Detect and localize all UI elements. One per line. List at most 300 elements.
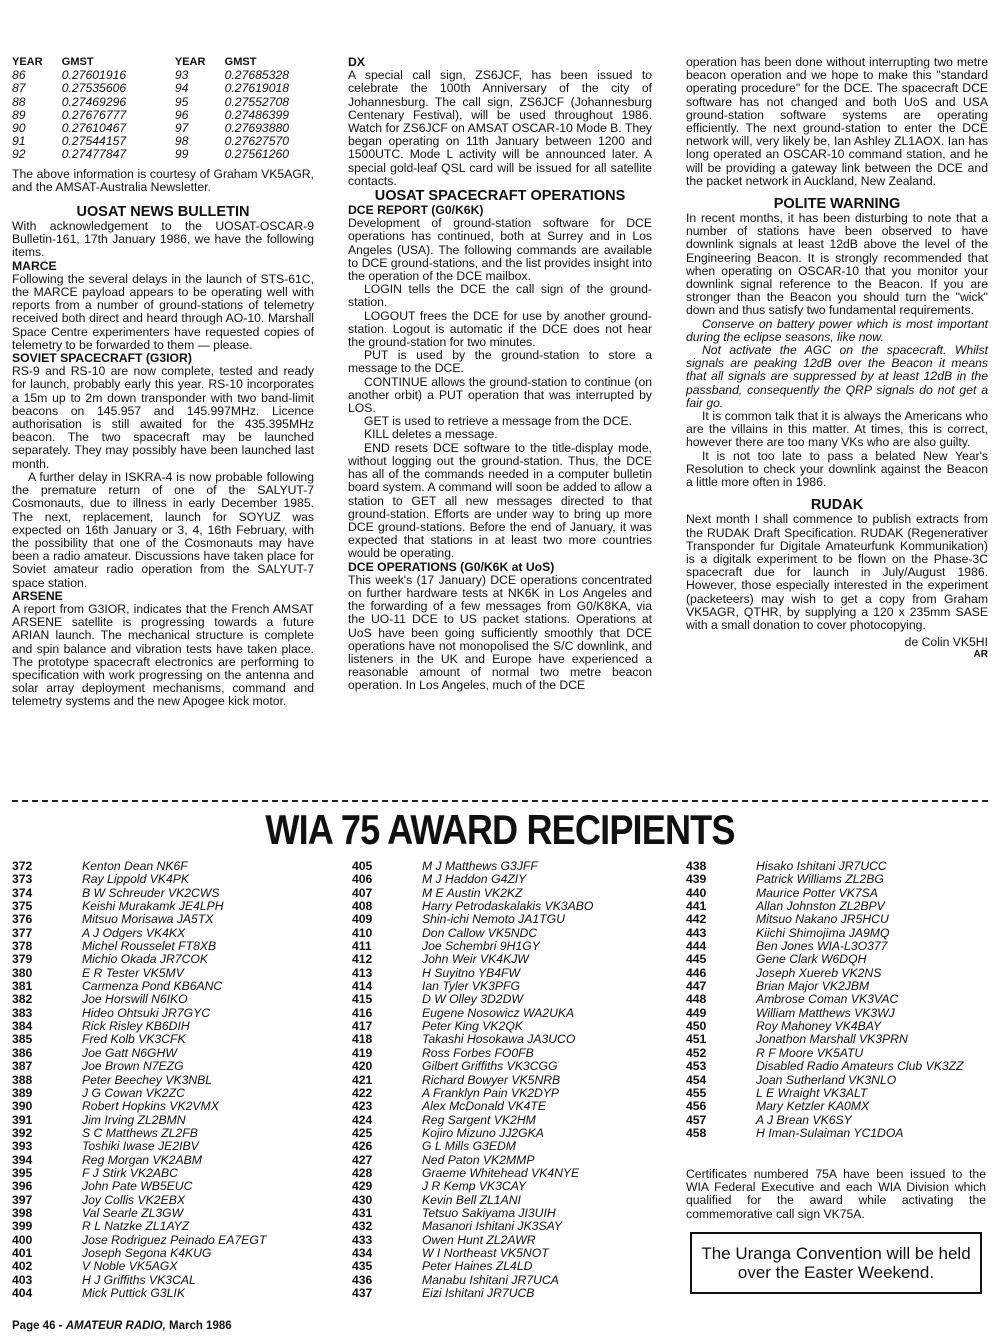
gmst-spacer bbox=[151, 135, 175, 148]
award-number: 395 bbox=[12, 1165, 33, 1180]
recipient-name: Roy Mahoney VK4BAY bbox=[756, 1019, 882, 1034]
award-number: 416 bbox=[352, 1005, 373, 1020]
gmst-year: 86 bbox=[12, 68, 26, 83]
recipient-row bbox=[352, 873, 672, 886]
recipient-row bbox=[352, 1114, 672, 1127]
recipient-row bbox=[352, 1033, 672, 1046]
recipient-name: Michio Okada JR7COK bbox=[82, 952, 208, 967]
award-number: 401 bbox=[12, 1245, 33, 1260]
recipient-name: Val Searle ZL3GW bbox=[82, 1205, 184, 1220]
gmst-year: 91 bbox=[12, 134, 26, 149]
polite-warning-text: Conserve on battery power which is most important during the eclipse seasons, like now. bbox=[686, 316, 988, 344]
recipient-row bbox=[12, 1274, 332, 1287]
recipient-row bbox=[352, 1220, 672, 1233]
recipient-row bbox=[352, 940, 672, 953]
award-number: 421 bbox=[352, 1072, 373, 1087]
gmst-value: 0.27610467 bbox=[61, 121, 127, 136]
recipient-name: Joe Horswill N6IKO bbox=[82, 992, 188, 1007]
award-number: 422 bbox=[352, 1085, 373, 1100]
recipient-name: Richard Bowyer VK5NRB bbox=[422, 1072, 561, 1087]
recipient-name: John Pate WB5EUC bbox=[82, 1179, 193, 1194]
recipient-name: Jonathon Marshall VK3PRN bbox=[756, 1032, 908, 1047]
recipient-name: Ambrose Coman VK3VAC bbox=[756, 992, 899, 1007]
award-number: 404 bbox=[12, 1286, 33, 1300]
recipient-row bbox=[686, 1047, 988, 1060]
award-number: 439 bbox=[686, 872, 707, 887]
recipient-row bbox=[352, 1207, 672, 1220]
gmst-header: YEAR bbox=[174, 56, 206, 68]
award-number: 419 bbox=[352, 1045, 373, 1060]
gmst-year: 93 bbox=[174, 68, 189, 83]
recipient-row bbox=[352, 900, 672, 913]
dce-ops-heading: DCE OPERATIONS (G0/K6K at UoS) bbox=[348, 559, 555, 574]
award-number: 417 bbox=[352, 1019, 373, 1034]
award-number: 385 bbox=[12, 1032, 33, 1047]
recipient-row bbox=[352, 1234, 672, 1247]
award-number: 390 bbox=[12, 1099, 33, 1114]
award-number: 400 bbox=[12, 1232, 33, 1247]
recipient-name: B W Schreuder VK2CWS bbox=[82, 885, 220, 900]
recipient-row bbox=[12, 993, 332, 1006]
marce-heading: MARCE bbox=[12, 258, 57, 273]
award-number: 391 bbox=[12, 1112, 33, 1127]
award-number: 387 bbox=[12, 1059, 33, 1074]
award-number: 446 bbox=[686, 965, 707, 980]
recipient-row bbox=[352, 887, 672, 900]
recipient-name: Ian Tyler VK3PFG bbox=[422, 979, 520, 994]
recipient-name: Tetsuo Sakiyama JI3UIH bbox=[422, 1205, 556, 1220]
award-number: 457 bbox=[686, 1112, 707, 1127]
recipient-row bbox=[686, 1100, 988, 1113]
award-number: 427 bbox=[352, 1152, 373, 1167]
gmst-spacer bbox=[151, 148, 175, 161]
award-number: 456 bbox=[686, 1099, 707, 1114]
award-number: 392 bbox=[12, 1125, 33, 1140]
award-number: 451 bbox=[686, 1032, 707, 1047]
recipient-row bbox=[12, 1247, 332, 1260]
gmst-spacer bbox=[151, 56, 175, 69]
recipient-name: Ned Paton VK2MMP bbox=[422, 1152, 535, 1167]
recipient-row bbox=[686, 1020, 988, 1033]
recipient-name: Gilbert Griffiths VK3CGG bbox=[422, 1059, 558, 1074]
award-number: 405 bbox=[352, 859, 373, 873]
recipient-row bbox=[352, 1194, 672, 1207]
recipient-name: L E Wraight VK3ALT bbox=[756, 1085, 868, 1100]
award-number: 413 bbox=[352, 965, 373, 980]
recipient-name: R L Natzke ZL1AYZ bbox=[82, 1219, 190, 1234]
recipient-row bbox=[12, 873, 332, 886]
recipient-name: A J Odgers VK4KX bbox=[82, 925, 186, 940]
recipient-row bbox=[352, 1100, 672, 1113]
gmst-year: 99 bbox=[174, 147, 189, 162]
gmst-value: 0.27486399 bbox=[224, 107, 290, 122]
recipient-row bbox=[12, 1007, 332, 1020]
award-number: 438 bbox=[686, 859, 707, 873]
award-number: 428 bbox=[352, 1165, 373, 1180]
wia-award-title: WIA 75 AWARD RECIPIENTS bbox=[265, 806, 735, 853]
section-divider bbox=[12, 800, 988, 802]
recipients-column-2 bbox=[352, 860, 672, 1300]
award-number: 388 bbox=[12, 1072, 33, 1087]
recipient-name: Peter King VK2QK bbox=[422, 1019, 523, 1034]
recipient-name: Robert Hopkins VK2VMX bbox=[82, 1099, 219, 1114]
recipient-name: Hideo Ohtsuki JR7GYC bbox=[82, 1005, 211, 1020]
recipient-name: Shin-ichi Nemoto JA1TGU bbox=[422, 912, 565, 927]
recipient-name: Joe Brown N7EZG bbox=[82, 1059, 184, 1074]
recipient-name: Peter Haines ZL4LD bbox=[422, 1259, 533, 1274]
column-1 bbox=[12, 56, 314, 709]
award-number: 411 bbox=[352, 939, 372, 954]
gmst-row bbox=[12, 148, 314, 161]
recipient-name: F J Stirk VK2ABC bbox=[82, 1165, 178, 1180]
award-number: 444 bbox=[686, 939, 707, 954]
award-number: 377 bbox=[12, 925, 33, 940]
gmst-year: 96 bbox=[174, 107, 189, 122]
recipient-row bbox=[352, 1180, 672, 1193]
soviet-text: RS-9 and RS-10 are now complete, tested and ready for launch, probably early this year. RS-10 incorporates a 15m up to 2m down transponder with two band-limit beacons on 145.957 and 145.997MHz. Licence authorisation is still awaited for the 435.395MHz beacon. The two spacecraft may be launched separately. They may possibly have been launched last month. bbox=[12, 364, 314, 471]
polite-warning-text: In recent months, it has been disturbing to note that a number of stations have been observed to have downlink signals at least 12dB above the level of the Engineering Beacon. It is strongly recommended that when operating on OSCAR-10 that you monitor your downlink signal reference to the Beacon. If you are stronger than the Beacon you should turn the "wick" down and thus satisfy two fundamental requirements. bbox=[686, 211, 988, 318]
recipient-name: S C Matthews ZL2FB bbox=[82, 1125, 198, 1140]
recipient-name: Carmenza Pond KB6ANC bbox=[82, 979, 223, 994]
recipient-name: Ray Lippold VK4PK bbox=[82, 872, 190, 887]
recipient-name: Masanori Ishitani JK3SAY bbox=[422, 1219, 562, 1234]
recipient-name: J R Kemp VK3CAY bbox=[422, 1179, 527, 1194]
award-number: 431 bbox=[352, 1205, 373, 1220]
polite-warning-text: It is not too late to pass a belated New Year's Resolution to check your downlink against the Beacon a little more often in 1986. bbox=[686, 448, 988, 490]
dce-report-text: Development of ground-station software for DCE operations has continued, both at Surrey and in Los Angeles (USA). The following commands are available to DCE ground-stations, and the list provides insight into the operation of the DCE mailbox. bbox=[348, 216, 652, 284]
award-number: 374 bbox=[12, 885, 33, 900]
recipient-name: Manabu Ishitani JR7UCA bbox=[422, 1272, 559, 1287]
gmst-value: 0.27619018 bbox=[224, 81, 290, 96]
recipient-row bbox=[352, 1274, 672, 1287]
arsene-heading: ARSENE bbox=[12, 588, 63, 603]
award-number: 396 bbox=[12, 1179, 33, 1194]
recipient-name: Eizi Ishitani JR7UCB bbox=[422, 1286, 535, 1300]
award-number: 441 bbox=[686, 899, 707, 914]
recipient-name: Toshiki Iwase JE2IBV bbox=[82, 1139, 199, 1154]
recipient-row bbox=[352, 953, 672, 966]
award-number: 433 bbox=[352, 1232, 373, 1247]
recipient-name: Kenton Dean NK6F bbox=[82, 859, 188, 873]
gmst-value: 0.27676777 bbox=[61, 107, 127, 122]
dx-heading: DX bbox=[348, 55, 365, 69]
recipient-row bbox=[352, 1060, 672, 1073]
recipient-row bbox=[686, 967, 988, 980]
recipient-row bbox=[12, 980, 332, 993]
page-footer bbox=[12, 1320, 232, 1332]
recipients-column-3 bbox=[686, 860, 988, 1140]
award-number: 430 bbox=[352, 1192, 373, 1207]
recipient-row bbox=[352, 1047, 672, 1060]
award-number: 397 bbox=[12, 1192, 33, 1207]
soviet-text: A further delay in ISKRA-4 is now probable following the premature return of one of the SALYUT-7 Cosmonauts, due to illness in early December 1985. The next, replacement, launch for SOYUZ was expected on 16th January or 3, 4, 16th February, with the possibility that one of the Cosmonauts may have been a radio amateur. Discussions have taken place for Soviet amateur radio operation from the SALYUT-7 space station. bbox=[12, 469, 314, 590]
recipient-row bbox=[12, 1127, 332, 1140]
recipient-name: Reg Sargent VK2HM bbox=[422, 1112, 536, 1127]
recipient-row bbox=[686, 913, 988, 926]
issue-date: March 1986 bbox=[165, 1320, 232, 1332]
recipient-row bbox=[686, 900, 988, 913]
recipients-column-1 bbox=[12, 860, 332, 1300]
award-number: 449 bbox=[686, 1005, 707, 1020]
gmst-value: 0.27561260 bbox=[224, 147, 290, 162]
award-number: 432 bbox=[352, 1219, 373, 1234]
recipient-name: Gene Clark W6DQH bbox=[756, 952, 867, 967]
dce-report-heading: DCE REPORT (G0/K6K) bbox=[348, 203, 484, 218]
recipient-name: Brian Major VK2JBM bbox=[756, 979, 870, 994]
spacecraft-ops-heading: UOSAT SPACECRAFT OPERATIONS bbox=[374, 188, 626, 205]
logout-command: LOGOUT frees the DCE for use by another ground-station. Logout is automatic if the DCE does not hear the ground-station for two minutes. bbox=[348, 308, 652, 350]
recipient-row bbox=[686, 940, 988, 953]
award-number: 420 bbox=[352, 1059, 373, 1074]
recipient-row bbox=[352, 980, 672, 993]
recipient-row bbox=[12, 1140, 332, 1153]
award-number: 379 bbox=[12, 952, 33, 967]
uosat-intro: With acknowledgement to the UOSAT-OSCAR-9 Bulletin-161, 17th January 1986, we have the following items. bbox=[12, 219, 314, 260]
recipient-row bbox=[352, 1167, 672, 1180]
kill-command: KILL deletes a message. bbox=[364, 427, 498, 442]
recipient-name: Joseph Segona K4KUG bbox=[82, 1245, 212, 1260]
recipient-name: E R Tester VK5MV bbox=[82, 965, 184, 980]
recipient-name: Joan Sutherland VK3NLO bbox=[756, 1072, 897, 1087]
award-number: 443 bbox=[686, 925, 707, 940]
recipient-row bbox=[12, 1220, 332, 1233]
recipient-row bbox=[352, 993, 672, 1006]
recipient-name: Kevin Bell ZL1ANI bbox=[422, 1192, 521, 1207]
recipient-name: Joe Schembri 9H1GY bbox=[422, 939, 540, 954]
recipient-name: Hisako Ishitani JR7UCC bbox=[756, 859, 887, 873]
recipient-row bbox=[686, 1074, 988, 1087]
gmst-spacer bbox=[151, 69, 175, 82]
recipient-name: H Iman-Sulaiman YC1DOA bbox=[756, 1125, 904, 1140]
award-number: 434 bbox=[352, 1245, 373, 1260]
award-number: 402 bbox=[12, 1259, 33, 1274]
award-number: 423 bbox=[352, 1099, 373, 1114]
polite-warning-text: It is common talk that it is always the Americans who are the villains in this matter. At times, this is correct, however there are too many VKs who are also guilty. bbox=[686, 409, 988, 450]
award-number: 398 bbox=[12, 1205, 33, 1220]
recipient-name: W I Northeast VK5NOT bbox=[422, 1245, 549, 1260]
recipient-name: R F Moore VK5ATU bbox=[756, 1045, 864, 1060]
award-number: 448 bbox=[686, 992, 707, 1007]
gmst-table bbox=[12, 56, 314, 162]
recipient-row bbox=[12, 967, 332, 980]
recipient-name: Takashi Hosokawa JA3UCO bbox=[422, 1032, 576, 1047]
gmst-spacer bbox=[151, 109, 175, 122]
award-number: 383 bbox=[12, 1005, 33, 1020]
award-number: 393 bbox=[12, 1139, 33, 1154]
recipient-row bbox=[686, 1127, 988, 1140]
gmst-value: 0.27627570 bbox=[224, 134, 290, 149]
dx-text: A special call sign, ZS6JCF, has been issued to celebrate the 100th Anniversary of the city of Johannesburg. The call sign, ZS6JCF (Johannesburg Centenary Festival), will be used throughout 1986. Watch for ZS6JCF on AMSAT OSCAR-10 Mode B. They began operating on 11th January between 1200 and 1500UTC. Mode L activity will be announced later. A special gold-leaf QSL card will be issued for all satellite contacts. bbox=[348, 68, 652, 188]
gmst-row bbox=[12, 82, 314, 95]
recipient-row bbox=[686, 1087, 988, 1100]
award-number: 394 bbox=[12, 1152, 33, 1167]
award-number: 409 bbox=[352, 912, 373, 927]
courtesy-note: The above information is courtesy of Graham VK5AGR, and the AMSAT-Australia Newsletter. bbox=[12, 166, 314, 194]
recipient-row bbox=[12, 1260, 332, 1273]
recipient-name: D W Olley 3D2DW bbox=[422, 992, 523, 1007]
gmst-header: YEAR bbox=[12, 56, 43, 68]
recipient-name: Owen Hunt ZL2AWR bbox=[422, 1232, 536, 1247]
recipient-row bbox=[352, 1020, 672, 1033]
award-number: 436 bbox=[352, 1272, 373, 1287]
recipient-name: Rick Risley KB6DIH bbox=[82, 1019, 190, 1034]
recipient-row bbox=[352, 967, 672, 980]
award-number: 450 bbox=[686, 1019, 707, 1034]
recipient-name: William Matthews VK3WJ bbox=[756, 1005, 895, 1020]
gmst-value: 0.27552708 bbox=[224, 94, 290, 109]
award-number: 389 bbox=[12, 1085, 33, 1100]
soviet-heading: SOVIET SPACECRAFT (G3IOR) bbox=[12, 351, 192, 366]
recipient-row bbox=[12, 1047, 332, 1060]
award-number: 435 bbox=[352, 1259, 373, 1274]
recipient-name: Ben Jones WIA-L3O377 bbox=[756, 939, 888, 954]
award-number: 382 bbox=[12, 992, 33, 1007]
recipient-row bbox=[686, 873, 988, 886]
continue-command: CONTINUE allows the ground-station to continue (on another orbit) a PUT operation that was interrupted by LOS. bbox=[348, 374, 652, 416]
put-command: PUT is used by the ground-station to store a message to the DCE. bbox=[348, 348, 652, 376]
gmst-row bbox=[12, 96, 314, 109]
recipient-name: Joe Gatt N6GHW bbox=[82, 1045, 177, 1060]
recipient-row bbox=[12, 940, 332, 953]
recipient-name: M J Matthews G3JFF bbox=[422, 859, 538, 873]
award-number: 424 bbox=[352, 1112, 373, 1127]
recipient-row bbox=[12, 913, 332, 926]
recipient-row bbox=[686, 1033, 988, 1046]
award-number: 425 bbox=[352, 1125, 373, 1140]
uranga-convention-box bbox=[690, 1232, 982, 1294]
login-command: LOGIN tells the DCE the call sign of the ground-station. bbox=[348, 282, 652, 310]
gmst-spacer bbox=[151, 96, 175, 109]
award-number: 410 bbox=[352, 925, 373, 940]
recipient-name: Mitsuo Morisawa JA5TX bbox=[82, 912, 214, 927]
recipient-row bbox=[686, 887, 988, 900]
recipient-row bbox=[686, 1007, 988, 1020]
end-command: END resets DCE software to the title-display mode, without logging out the ground-station. Thus, the DCE has all of the commands needed in a computer bulletin board system. A command will soon be added to allow a station to GET all new messages directed to that ground-station. Efforts are under way to bring up more DCE ground-stations. Before the end of January, it was expected that stations in at least two more countries would be operating. bbox=[348, 440, 652, 561]
gmst-header: GMST bbox=[61, 56, 94, 68]
award-number: 408 bbox=[352, 899, 373, 914]
signoff: de Colin VK5HI bbox=[904, 635, 988, 650]
recipient-row bbox=[12, 1033, 332, 1046]
recipient-name: Harry Petrodaskalakis VK3ABO bbox=[422, 899, 594, 914]
award-number: 453 bbox=[686, 1059, 707, 1074]
gmst-year: 88 bbox=[12, 94, 26, 109]
recipient-name: Alex McDonald VK4TE bbox=[422, 1099, 546, 1114]
recipient-row bbox=[12, 900, 332, 913]
gmst-year: 90 bbox=[12, 121, 26, 136]
award-number: 386 bbox=[12, 1045, 33, 1060]
recipient-row bbox=[12, 1180, 332, 1193]
recipient-name: V Noble VK5AGX bbox=[82, 1259, 178, 1274]
recipient-row bbox=[12, 1207, 332, 1220]
award-number: 407 bbox=[352, 885, 373, 900]
recipient-row bbox=[352, 1007, 672, 1020]
recipient-name: Graeme Whitehead VK4NYE bbox=[422, 1165, 580, 1180]
recipient-name: Jim Irving ZL2BMN bbox=[82, 1112, 186, 1127]
marce-text: Following the several delays in the launch of STS-61C, the MARCE payload appears to be operating well with reports from a number of ground-stations of telemetry received both direct and heard through AO-10. Marshall Space Centre experimenters have requested copies of telemetry to be forwarded to them — please. bbox=[12, 271, 314, 352]
recipient-row bbox=[352, 1247, 672, 1260]
gmst-value: 0.27685328 bbox=[224, 68, 290, 83]
recipient-name: H Suyitno YB4FW bbox=[422, 965, 520, 980]
recipient-name: Eugene Nosowicz WA2UKA bbox=[422, 1005, 575, 1020]
recipient-row bbox=[686, 860, 988, 873]
award-number: 380 bbox=[12, 965, 33, 980]
gmst-year: 98 bbox=[174, 134, 189, 149]
award-number: 403 bbox=[12, 1272, 33, 1287]
recipient-name: Kiichi Shimojima JA9MQ bbox=[756, 925, 890, 940]
gmst-value: 0.27693880 bbox=[224, 121, 290, 136]
recipient-row bbox=[686, 1060, 988, 1073]
gmst-header: GMST bbox=[224, 56, 257, 68]
recipient-row bbox=[686, 927, 988, 940]
recipient-row bbox=[352, 1287, 672, 1300]
dce-ops-text: This week's (17 January) DCE operations concentrated on further hardware tests at NK6K in Los Angeles and the forwarding of a few messages from G0/K8KA, via the UO-11 DCE to US packet stations. Operations at UoS have been going sufficiently smoothly that DCE operations have not monopolised the S/C downlink, and listeners in the UK and Europe have experienced a reasonable amount of normal two metre beacon operation. In Los Angeles, much of the DCE bbox=[348, 572, 652, 693]
recipient-row bbox=[12, 1087, 332, 1100]
recipient-row bbox=[352, 1074, 672, 1087]
award-number: 445 bbox=[686, 952, 707, 967]
dce-ops-continued: operation has been done without interrupting two metre beacon operation and we hope to make this "standard operating procedure" for the DCE. The spacecraft DCE software has not changed and both UoS and USA ground-station software systems are operating efficiently. The next ground-station to enter the DCE network will, very likely be, Ian Ashley ZL1AOX. Ian has long operated an OSCAR-10 command station, and he will be providing a gateway link between the DCE and the packet network in Auckland, New Zealand. bbox=[686, 55, 988, 188]
recipient-name: Maurice Potter VK7SA bbox=[756, 885, 878, 900]
award-number: 384 bbox=[12, 1019, 33, 1034]
recipient-row bbox=[686, 1114, 988, 1127]
award-number: 378 bbox=[12, 939, 33, 954]
recipient-row bbox=[12, 1114, 332, 1127]
award-number: 406 bbox=[352, 872, 373, 887]
award-number: 440 bbox=[686, 885, 707, 900]
gmst-year: 87 bbox=[12, 81, 26, 96]
award-number: 375 bbox=[12, 899, 33, 914]
gmst-year: 97 bbox=[174, 121, 189, 136]
recipient-row bbox=[12, 860, 332, 873]
recipient-name: H J Griffiths VK3CAL bbox=[82, 1272, 196, 1287]
recipient-row bbox=[352, 1154, 672, 1167]
award-number: 458 bbox=[686, 1125, 707, 1140]
recipient-row bbox=[12, 927, 332, 940]
recipient-row bbox=[686, 953, 988, 966]
award-number: 372 bbox=[12, 859, 33, 873]
gmst-value: 0.27535606 bbox=[61, 81, 127, 96]
recipient-name: J G Cowan VK2ZC bbox=[82, 1085, 185, 1100]
uranga-convention-text: The Uranga Convention will be held over the Easter Weekend. bbox=[701, 1244, 971, 1282]
polite-warning-heading: POLITE WARNING bbox=[773, 196, 901, 213]
recipient-name: A J Brean VK6SY bbox=[756, 1112, 852, 1127]
award-number: 412 bbox=[352, 952, 373, 967]
uosat-news-heading: UOSAT NEWS BULLETIN bbox=[76, 204, 250, 221]
recipient-name: Keishi Murakamk JE4LPH bbox=[82, 899, 224, 914]
recipient-name: Joseph Xuereb VK2NS bbox=[756, 965, 882, 980]
gmst-year: 92 bbox=[12, 147, 26, 162]
recipient-name: Fred Kolb VK3CFK bbox=[82, 1032, 186, 1047]
recipient-row bbox=[352, 913, 672, 926]
award-number: 373 bbox=[12, 872, 33, 887]
recipient-name: A Franklyn Pain VK2DYP bbox=[422, 1085, 560, 1100]
recipient-name: Mary Ketzler KA0MX bbox=[756, 1099, 870, 1114]
recipient-row bbox=[12, 1194, 332, 1207]
gmst-year: 94 bbox=[174, 81, 189, 96]
recipient-row bbox=[352, 1127, 672, 1140]
publication-name: AMATEUR RADIO, bbox=[65, 1320, 166, 1332]
award-number: 447 bbox=[686, 979, 707, 994]
recipient-row bbox=[12, 1167, 332, 1180]
polite-warning-text: Not activate the AGC on the spacecraft. Whilst signals are peaking 12dB over the Beacon it means that all signals are suppressed by at least 12dB in the passband, consequently the QRP signals do not get a fair go. bbox=[686, 343, 988, 410]
recipient-row bbox=[352, 927, 672, 940]
recipient-name: Reg Morgan VK2ABM bbox=[82, 1152, 202, 1167]
recipient-name: Mitsuo Nakano JR5HCU bbox=[756, 912, 889, 927]
award-number: 452 bbox=[686, 1045, 707, 1060]
get-command: GET is used to retrieve a message from the DCE. bbox=[364, 414, 633, 429]
recipient-row bbox=[686, 980, 988, 993]
column-2 bbox=[348, 56, 652, 693]
recipient-name: John Weir VK4KJW bbox=[422, 952, 529, 967]
